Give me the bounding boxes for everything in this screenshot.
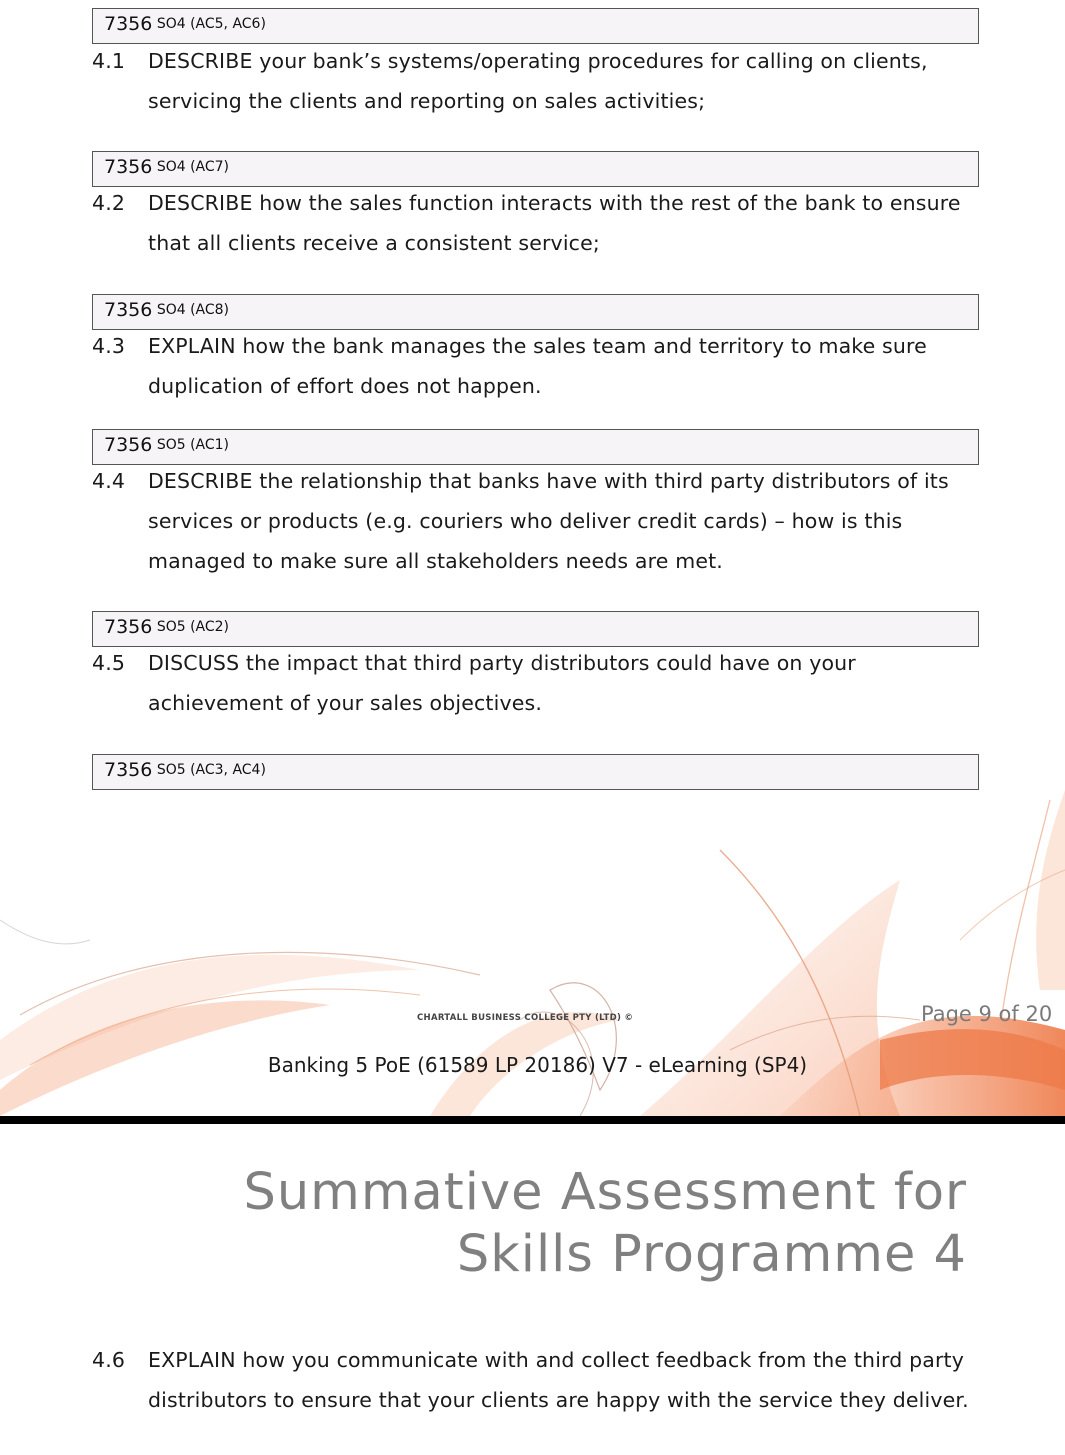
ref-detail: SO4 (AC8) xyxy=(156,302,230,318)
question-item xyxy=(92,643,992,723)
ref-code: 7356 xyxy=(104,434,153,456)
ref-code: 7356 xyxy=(104,13,153,35)
question-number: 4.4 xyxy=(92,469,126,493)
ref-detail: SO5 (AC1) xyxy=(156,437,230,453)
ref-code: 7356 xyxy=(104,299,153,321)
question-item xyxy=(92,183,992,263)
reference-box xyxy=(92,8,979,44)
footer-page-number: Page 9 of 20 xyxy=(921,1002,1053,1026)
ref-detail: SO4 (AC5, AC6) xyxy=(156,16,266,32)
ref-code: 7356 xyxy=(104,759,153,781)
ref-detail: SO5 (AC3, AC4) xyxy=(156,762,266,778)
question-number: 4.2 xyxy=(92,191,126,215)
reference-box xyxy=(92,151,979,187)
question-text: EXPLAIN how you communicate with and collect feedback from the third party distributors to ensure that your clients are happy with the service they deliver. xyxy=(148,1348,969,1412)
reference-box xyxy=(92,429,979,465)
header-title-line: Summative Assessment for xyxy=(243,1163,967,1222)
reference-box xyxy=(92,294,979,330)
question-item xyxy=(92,41,992,121)
ref-code: 7356 xyxy=(104,616,153,638)
ref-detail: SO5 (AC2) xyxy=(156,619,230,635)
question-number: 4.1 xyxy=(92,49,126,73)
question-number: 4.6 xyxy=(92,1348,126,1372)
footer-document-title: Banking 5 PoE (61589 LP 20186) V7 - eLearning (SP4) xyxy=(267,1053,808,1077)
question-text: DISCUSS the impact that third party distributors could have on your achievement of your sales objectives. xyxy=(148,651,856,715)
question-text: EXPLAIN how the bank manages the sales team and territory to make sure duplication of effort does not happen. xyxy=(148,334,927,398)
question-text: DESCRIBE how the sales function interacts with the rest of the bank to ensure that all clients receive a consistent service; xyxy=(148,191,961,255)
question-text: DESCRIBE the relationship that banks have with third party distributors of its services or products (e.g. couriers who deliver credit cards) – how is this managed to make sure all stakeholders needs are met. xyxy=(148,469,949,573)
question-item xyxy=(92,1340,992,1420)
question-number: 4.5 xyxy=(92,651,126,675)
reference-box xyxy=(92,611,979,647)
reference-box xyxy=(92,754,979,790)
ref-code: 7356 xyxy=(104,156,153,178)
question-text: DESCRIBE your bank’s systems/operating procedures for calling on clients, servicing the clients and reporting on sales activities; xyxy=(148,49,928,113)
header-title-line: Skills Programme 4 xyxy=(456,1225,967,1284)
ref-detail: SO4 (AC7) xyxy=(156,159,230,175)
question-item xyxy=(92,326,992,406)
page-header-title xyxy=(243,1162,967,1286)
question-number: 4.3 xyxy=(92,334,126,358)
footer-company-name: CHARTALL BUSINESS COLLEGE PTY (LTD) © xyxy=(417,1013,634,1023)
page-separator xyxy=(0,1116,1065,1124)
question-item xyxy=(92,461,992,581)
